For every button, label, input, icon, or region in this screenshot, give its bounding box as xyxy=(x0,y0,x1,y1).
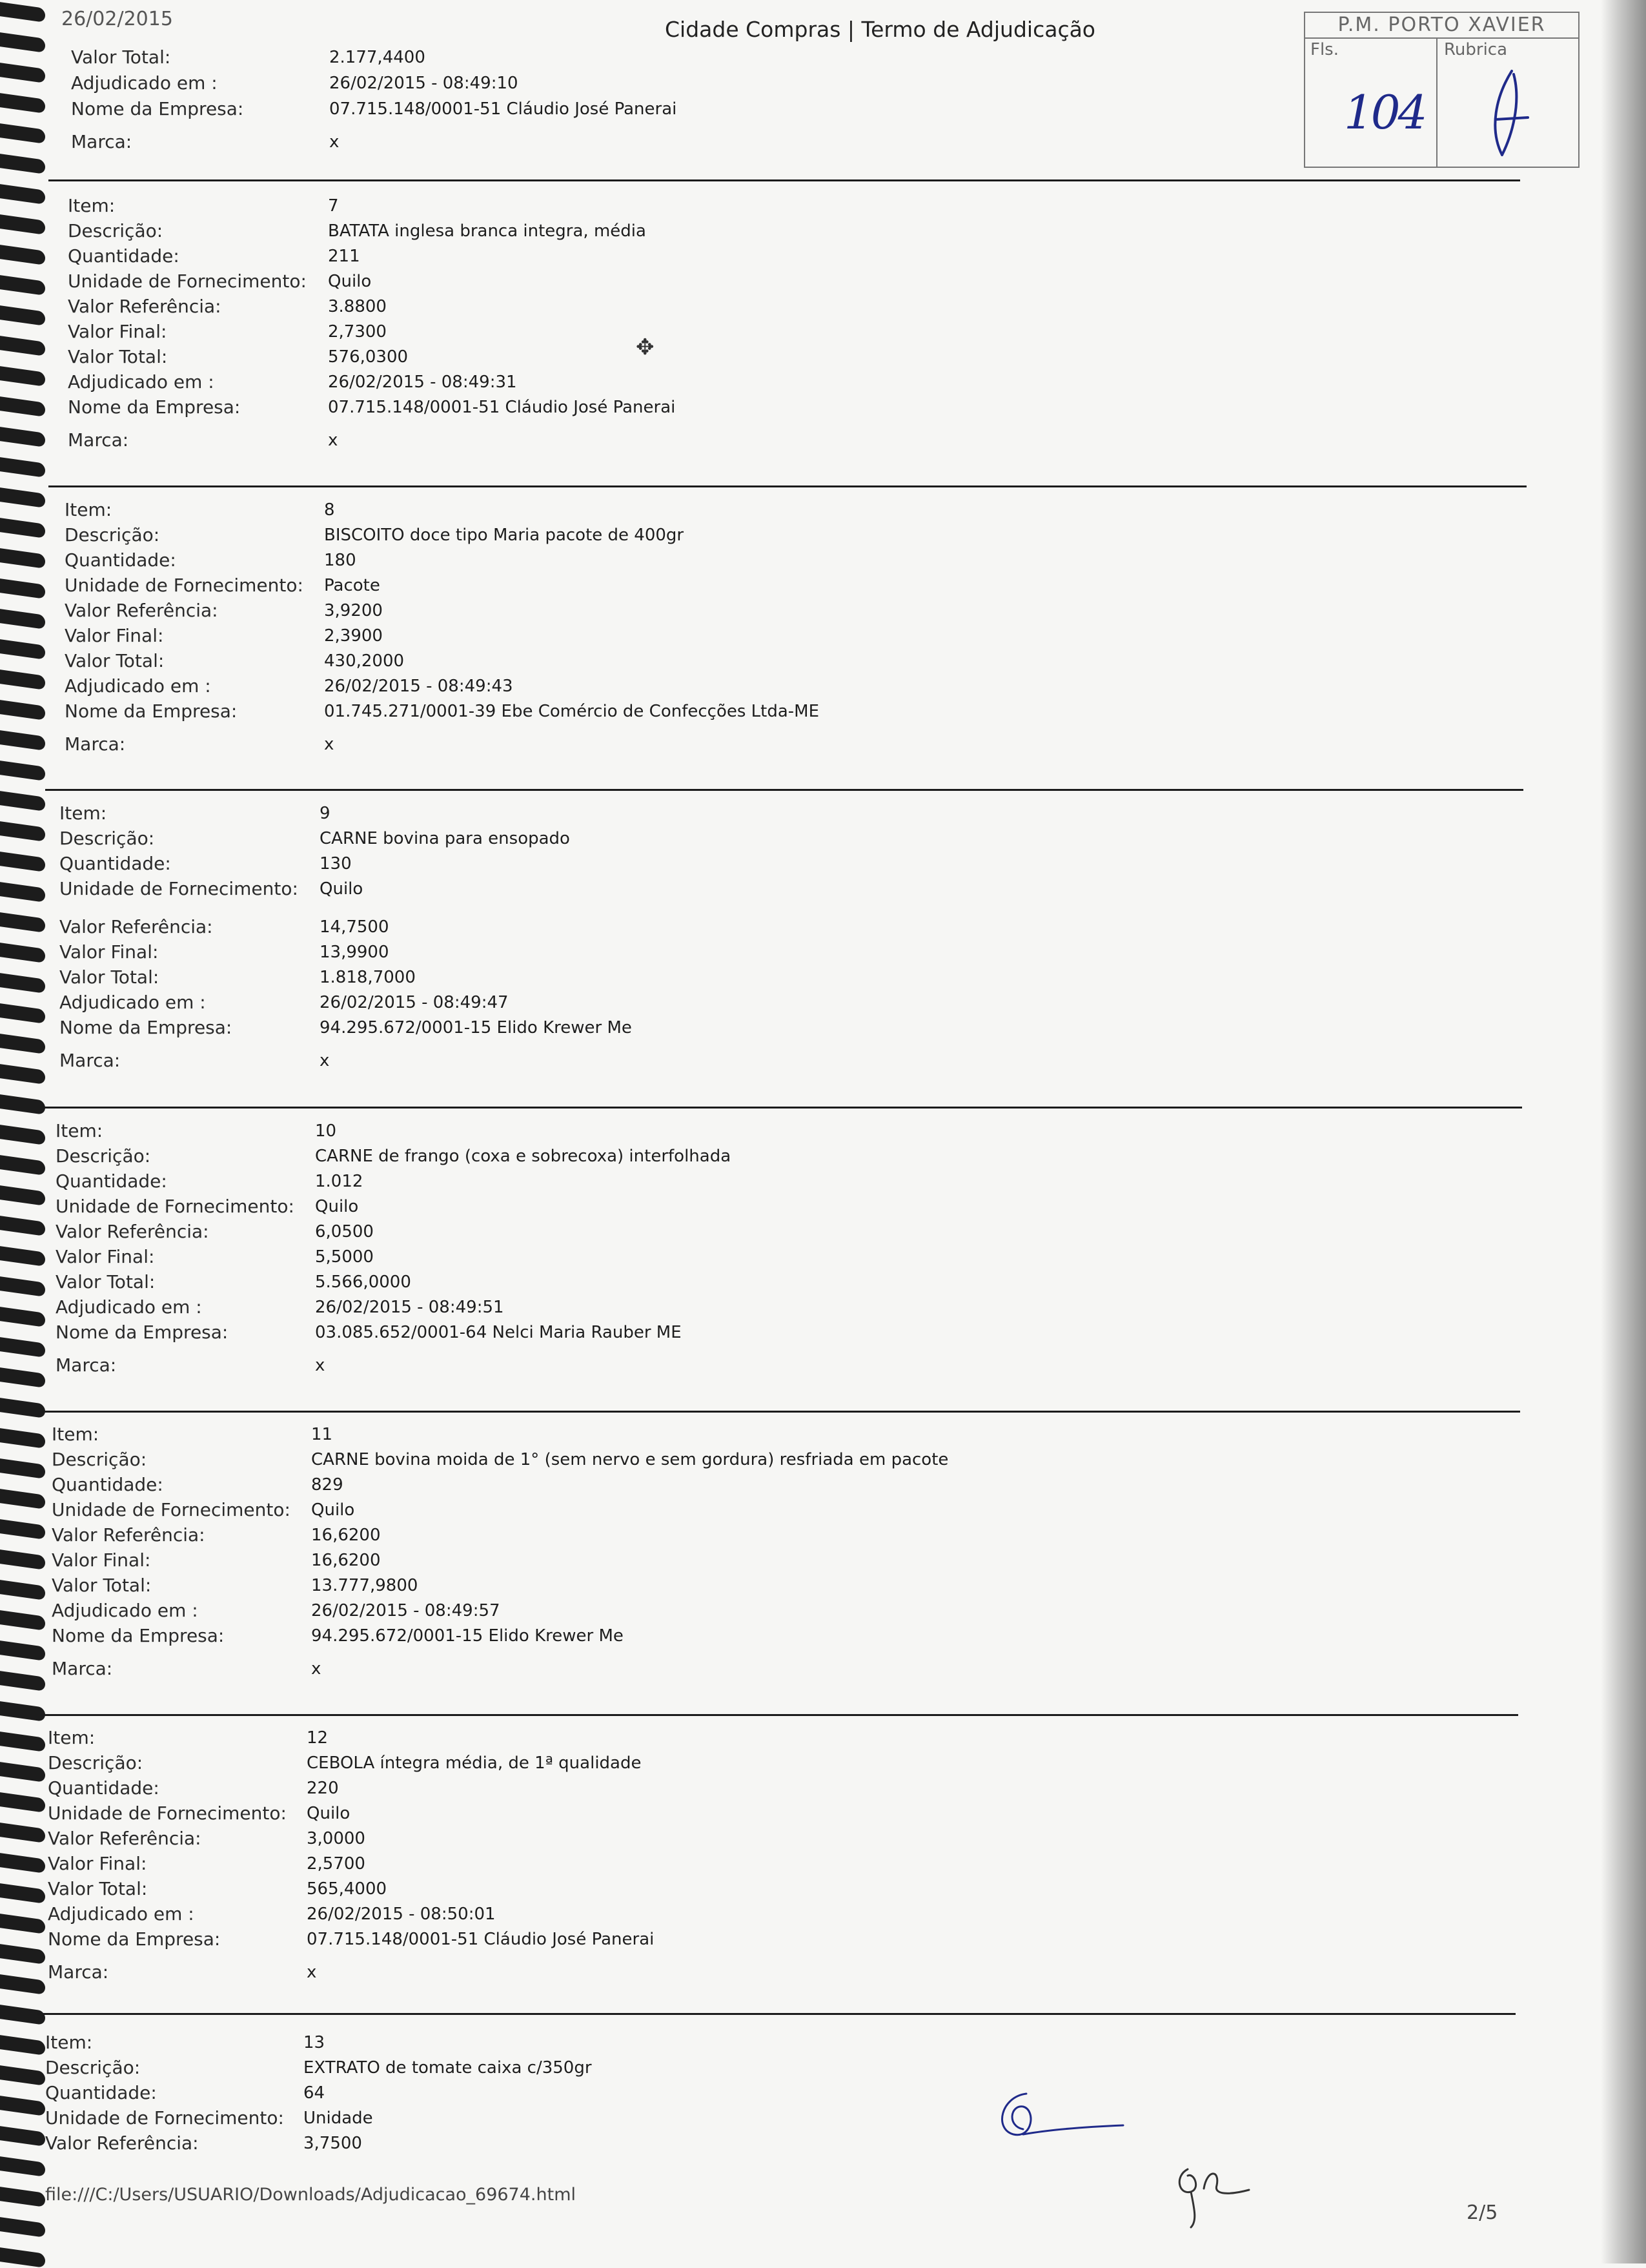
field-value-quantidade: 220 xyxy=(307,1779,339,1798)
field-value-valor-referencia: 3,9200 xyxy=(324,601,383,620)
field-value-valor-total: 5.566,0000 xyxy=(315,1272,411,1292)
field-label-adjudicado: Adjudicado em : xyxy=(52,1600,198,1621)
field-value-quantidade: 829 xyxy=(311,1475,343,1495)
binding-hole xyxy=(0,154,45,174)
field-value-quantidade: 130 xyxy=(320,854,352,873)
field-value-valor-total: 430,2000 xyxy=(324,651,405,671)
field-value-item: 7 xyxy=(328,196,339,216)
field-value-empresa: 94.295.672/0001-15 Elido Krewer Me xyxy=(311,1626,624,1646)
binding-hole xyxy=(0,1276,45,1297)
binding-hole xyxy=(0,973,45,994)
field-label-empresa: Nome da Empresa: xyxy=(56,1322,229,1343)
field-label-unidade: Unidade de Fornecimento: xyxy=(68,271,307,292)
binding-hole xyxy=(0,2217,45,2238)
field-value-quantidade: 1.012 xyxy=(315,1172,363,1191)
field-value-adjudicado: 26/02/2015 - 08:49:10 xyxy=(329,74,518,93)
binding-hole xyxy=(0,457,45,478)
binding-hole xyxy=(0,791,45,812)
binding-hole xyxy=(0,730,45,751)
field-value-quantidade: 180 xyxy=(324,551,356,570)
field-value-quantidade: 64 xyxy=(303,2083,325,2103)
binding-hole xyxy=(0,882,45,903)
field-label-quantidade: Quantidade: xyxy=(56,1170,167,1192)
stamp-rubrica-cell xyxy=(1438,39,1578,167)
binding-hole xyxy=(0,1823,45,1843)
field-value-valor-referencia: 6,0500 xyxy=(315,1222,374,1241)
binding-hole xyxy=(0,1974,45,1995)
field-label-empresa: Nome da Empresa: xyxy=(52,1625,225,1646)
binding-hole xyxy=(0,1003,45,1024)
field-label-item: Item: xyxy=(48,1727,96,1748)
field-label-valor-final: Valor Final: xyxy=(56,1246,155,1267)
binding-hole xyxy=(0,2096,45,2116)
field-label-valor-total: Valor Total: xyxy=(65,650,165,671)
field-label-marca: Marca: xyxy=(48,1961,109,1983)
rubrica-signature xyxy=(1450,58,1567,168)
field-label-empresa: Nome da Empresa: xyxy=(68,396,241,418)
binding-hole xyxy=(0,93,45,114)
binding-hole xyxy=(0,1458,45,1479)
binding-hole xyxy=(0,2126,45,2147)
field-label-valor-referencia: Valor Referência: xyxy=(56,1221,209,1242)
field-value-valor-referencia: 16,6200 xyxy=(311,1526,381,1545)
field-value-unidade: Quilo xyxy=(311,1500,355,1520)
page-title: Cidade Compras | Termo de Adjudicação xyxy=(665,17,1095,42)
field-label-valor-final: Valor Final: xyxy=(59,941,159,963)
binding-hole xyxy=(0,1185,45,1206)
field-value-valor-total: 576,0300 xyxy=(328,347,409,367)
field-value-item: 10 xyxy=(315,1121,337,1141)
binding-hole xyxy=(0,214,45,235)
binding-hole xyxy=(0,700,45,720)
field-value-unidade: Quilo xyxy=(320,879,363,899)
field-label-unidade: Unidade de Fornecimento: xyxy=(56,1196,294,1217)
field-label-valor-total: Valor Total: xyxy=(71,46,171,68)
binding-hole xyxy=(0,1519,45,1540)
field-label-unidade: Unidade de Fornecimento: xyxy=(48,1803,287,1824)
footer-file-path: file:///C:/Users/USUARIO/Downloads/Adjudicacao_69674.html xyxy=(45,2185,576,2205)
binding-hole xyxy=(0,396,45,417)
field-label-marca: Marca: xyxy=(65,733,126,755)
binding-hole xyxy=(0,1094,45,1115)
binding-hole xyxy=(0,1337,45,1358)
field-value-descricao: CARNE bovina moida de 1° (sem nervo e sem gordura) resfriada em pacote xyxy=(311,1450,949,1469)
binding-hole xyxy=(0,1671,45,1691)
field-value-item: 13 xyxy=(303,2033,325,2052)
handwritten-mark xyxy=(988,2084,1130,2149)
field-label-descricao: Descrição: xyxy=(48,1752,143,1773)
binding-hole xyxy=(0,912,45,933)
field-value-marca: x xyxy=(328,431,338,450)
field-value-empresa: 07.715.148/0001-51 Cláudio José Panerai xyxy=(329,99,677,119)
field-label-descricao: Descrição: xyxy=(59,828,155,849)
field-value-descricao: CEBOLA íntegra média, de 1ª qualidade xyxy=(307,1753,642,1773)
binding-hole xyxy=(0,1216,45,1236)
record-separator xyxy=(42,1411,1520,1413)
field-label-descricao: Descrição: xyxy=(45,2057,141,2078)
field-label-item: Item: xyxy=(56,1120,103,1141)
page-edge-shadow xyxy=(1601,0,1646,2263)
binding-hole xyxy=(0,1428,45,1449)
binding-hole xyxy=(0,1640,45,1661)
spiral-binding xyxy=(0,0,52,2263)
field-value-empresa: 01.745.271/0001-39 Ebe Comércio de Confecções Ltda-ME xyxy=(324,702,820,721)
field-label-valor-total: Valor Total: xyxy=(48,1878,148,1899)
field-value-empresa: 07.715.148/0001-51 Cláudio José Panerai xyxy=(307,1930,655,1949)
field-label-valor-final: Valor Final: xyxy=(65,625,164,646)
field-value-descricao: EXTRATO de tomate caixa c/350gr xyxy=(303,2058,592,2078)
field-label-empresa: Nome da Empresa: xyxy=(59,1017,232,1038)
field-label-unidade: Unidade de Fornecimento: xyxy=(45,2107,284,2129)
binding-hole xyxy=(0,275,45,296)
binding-hole xyxy=(0,1549,45,1570)
field-label-valor-final: Valor Final: xyxy=(68,321,167,342)
binding-hole xyxy=(0,548,45,569)
binding-hole xyxy=(0,1125,45,1145)
binding-hole xyxy=(0,669,45,690)
binding-hole xyxy=(0,1701,45,1722)
binding-hole xyxy=(0,1762,45,1783)
field-label-empresa: Nome da Empresa: xyxy=(71,98,244,119)
record-separator xyxy=(44,1107,1522,1108)
field-label-empresa: Nome da Empresa: xyxy=(65,700,238,722)
field-label-adjudicado: Adjudicado em : xyxy=(48,1903,194,1925)
field-label-item: Item: xyxy=(59,802,107,824)
field-value-unidade: Quilo xyxy=(307,1804,351,1823)
field-label-marca: Marca: xyxy=(56,1354,117,1376)
binding-hole xyxy=(0,184,45,205)
mouse-cursor-icon: ✥ xyxy=(636,334,655,360)
binding-hole xyxy=(0,518,45,538)
field-value-valor-final: 2,7300 xyxy=(328,322,387,342)
field-value-valor-referencia: 3.8800 xyxy=(328,297,387,316)
field-value-adjudicado: 26/02/2015 - 08:50:01 xyxy=(307,1905,496,1924)
field-label-valor-total: Valor Total: xyxy=(59,966,159,988)
binding-hole xyxy=(0,1853,45,1874)
binding-hole xyxy=(0,487,45,508)
field-label-quantidade: Quantidade: xyxy=(59,853,171,874)
field-label-valor-total: Valor Total: xyxy=(68,346,168,367)
field-label-valor-referencia: Valor Referência: xyxy=(48,1828,201,1849)
stamp-fls-label: Fls. xyxy=(1310,40,1339,59)
field-value-descricao: CARNE de frango (coxa e sobrecoxa) interfolhada xyxy=(315,1147,731,1166)
field-label-valor-final: Valor Final: xyxy=(52,1549,151,1571)
field-label-unidade: Unidade de Fornecimento: xyxy=(59,878,298,899)
binding-hole xyxy=(0,821,45,842)
binding-hole xyxy=(0,1883,45,1904)
binding-hole xyxy=(0,32,45,53)
binding-hole xyxy=(0,366,45,387)
field-label-quantidade: Quantidade: xyxy=(52,1474,163,1495)
print-date: 26/02/2015 xyxy=(61,8,173,30)
stamp-fls-cell xyxy=(1305,39,1438,167)
binding-hole xyxy=(0,1489,45,1509)
field-value-adjudicado: 26/02/2015 - 08:49:31 xyxy=(328,373,517,392)
field-value-adjudicado: 26/02/2015 - 08:49:47 xyxy=(320,993,509,1012)
field-value-marca: x xyxy=(315,1356,325,1375)
handwritten-signature xyxy=(1168,2156,1259,2234)
field-value-marca: x xyxy=(311,1659,321,1679)
field-value-unidade: Quilo xyxy=(328,272,372,291)
field-label-adjudicado: Adjudicado em : xyxy=(68,371,214,393)
binding-hole xyxy=(0,1307,45,1327)
binding-hole xyxy=(0,336,45,356)
field-value-unidade: Unidade xyxy=(303,2109,373,2128)
binding-hole xyxy=(0,1398,45,1418)
field-label-valor-referencia: Valor Referência: xyxy=(68,296,221,317)
field-label-valor-referencia: Valor Referência: xyxy=(65,600,218,621)
field-label-item: Item: xyxy=(68,195,116,216)
binding-hole xyxy=(0,943,45,963)
field-value-valor-final: 13,9900 xyxy=(320,943,389,962)
field-value-marca: x xyxy=(324,735,334,754)
field-value-item: 9 xyxy=(320,804,330,823)
field-value-valor-final: 2,3900 xyxy=(324,626,383,646)
record-separator xyxy=(48,179,1520,181)
field-value-quantidade: 211 xyxy=(328,247,360,266)
record-separator xyxy=(40,1714,1518,1716)
binding-hole xyxy=(0,2065,45,2086)
binding-hole xyxy=(0,63,45,83)
field-value-valor-total: 565,4000 xyxy=(307,1879,387,1899)
field-label-empresa: Nome da Empresa: xyxy=(48,1928,221,1950)
field-value-valor-final: 5,5000 xyxy=(315,1247,374,1267)
binding-hole xyxy=(0,2005,45,2025)
field-value-marca: x xyxy=(329,132,340,152)
field-label-adjudicado: Adjudicado em : xyxy=(59,992,206,1013)
field-value-unidade: Quilo xyxy=(315,1197,359,1216)
field-value-marca: x xyxy=(307,1963,317,1982)
field-label-valor-total: Valor Total: xyxy=(56,1271,156,1292)
binding-hole xyxy=(0,1580,45,1600)
field-value-adjudicado: 26/02/2015 - 08:49:43 xyxy=(324,677,513,696)
field-value-descricao: BATATA inglesa branca integra, média xyxy=(328,221,646,241)
binding-hole xyxy=(0,1064,45,1085)
field-label-item: Item: xyxy=(45,2032,93,2053)
field-label-marca: Marca: xyxy=(71,131,132,152)
record-separator xyxy=(48,485,1527,487)
field-label-descricao: Descrição: xyxy=(56,1145,151,1167)
binding-hole xyxy=(0,1944,45,1965)
field-value-adjudicado: 26/02/2015 - 08:49:57 xyxy=(311,1601,500,1620)
binding-hole xyxy=(0,578,45,599)
field-value-descricao: CARNE bovina para ensopado xyxy=(320,829,570,848)
binding-hole xyxy=(0,1246,45,1267)
stamp-heading: P.M. PORTO XAVIER xyxy=(1305,13,1578,39)
field-value-valor-total: 13.777,9800 xyxy=(311,1576,418,1595)
field-value-adjudicado: 26/02/2015 - 08:49:51 xyxy=(315,1298,504,1317)
binding-hole xyxy=(0,305,45,326)
binding-hole xyxy=(0,761,45,781)
field-label-quantidade: Quantidade: xyxy=(48,1777,159,1799)
field-value-valor-referencia: 3,7500 xyxy=(303,2134,362,2153)
protocol-stamp xyxy=(1304,12,1580,168)
field-label-marca: Marca: xyxy=(68,429,129,451)
field-label-quantidade: Quantidade: xyxy=(45,2082,157,2103)
field-value-marca: x xyxy=(320,1051,330,1070)
field-label-descricao: Descrição: xyxy=(68,220,163,241)
binding-hole xyxy=(0,1732,45,1752)
field-label-descricao: Descrição: xyxy=(52,1449,147,1470)
field-value-valor-referencia: 14,7500 xyxy=(320,917,389,937)
field-label-valor-referencia: Valor Referência: xyxy=(45,2132,199,2154)
field-value-item: 11 xyxy=(311,1425,333,1444)
binding-hole xyxy=(0,852,45,872)
binding-hole xyxy=(0,1367,45,1388)
field-label-valor-total: Valor Total: xyxy=(52,1575,152,1596)
field-label-item: Item: xyxy=(52,1424,99,1445)
field-label-item: Item: xyxy=(65,499,112,520)
binding-hole xyxy=(0,2035,45,2056)
binding-hole xyxy=(0,609,45,629)
binding-hole xyxy=(0,639,45,660)
field-label-unidade: Unidade de Fornecimento: xyxy=(65,575,303,596)
record-separator xyxy=(37,2013,1516,2015)
binding-hole xyxy=(0,1792,45,1813)
binding-hole xyxy=(0,1914,45,1934)
binding-hole xyxy=(0,2,45,23)
field-value-empresa: 07.715.148/0001-51 Cláudio José Panerai xyxy=(328,398,676,417)
field-value-unidade: Pacote xyxy=(324,576,380,595)
binding-hole xyxy=(0,123,45,144)
field-value-valor-final: 2,5700 xyxy=(307,1854,365,1874)
field-value-valor-final: 16,6200 xyxy=(311,1551,381,1570)
field-label-descricao: Descrição: xyxy=(65,524,160,546)
binding-hole xyxy=(0,427,45,447)
field-value-valor-referencia: 3,0000 xyxy=(307,1829,365,1848)
field-label-quantidade: Quantidade: xyxy=(68,245,179,267)
binding-hole xyxy=(0,1155,45,1176)
binding-hole xyxy=(0,2187,45,2207)
field-label-unidade: Unidade de Fornecimento: xyxy=(52,1499,290,1520)
field-label-marca: Marca: xyxy=(59,1050,121,1071)
field-label-valor-referencia: Valor Referência: xyxy=(52,1524,205,1546)
field-label-adjudicado: Adjudicado em : xyxy=(56,1296,202,1318)
field-label-adjudicado: Adjudicado em : xyxy=(65,675,211,697)
field-value-item: 12 xyxy=(307,1728,329,1748)
record-separator xyxy=(45,789,1523,791)
binding-hole xyxy=(0,1034,45,1054)
binding-hole xyxy=(0,1610,45,1631)
field-value-valor-total: 2.177,4400 xyxy=(329,48,425,67)
stamp-rubrica-label: Rubrica xyxy=(1444,40,1508,59)
field-value-empresa: 94.295.672/0001-15 Elido Krewer Me xyxy=(320,1018,632,1037)
page-number: 2/5 xyxy=(1467,2202,1498,2224)
field-value-item: 8 xyxy=(324,500,335,520)
field-value-valor-total: 1.818,7000 xyxy=(320,968,416,987)
binding-hole xyxy=(0,2156,45,2177)
field-label-valor-referencia: Valor Referência: xyxy=(59,916,213,937)
stamp-page-number: 104 xyxy=(1344,85,1425,139)
field-label-marca: Marca: xyxy=(52,1658,113,1679)
binding-hole xyxy=(0,245,45,265)
binding-hole xyxy=(0,2247,45,2268)
field-label-adjudicado: Adjudicado em : xyxy=(71,72,218,94)
field-value-empresa: 03.085.652/0001-64 Nelci Maria Rauber ME xyxy=(315,1323,682,1342)
field-label-quantidade: Quantidade: xyxy=(65,549,176,571)
field-label-valor-final: Valor Final: xyxy=(48,1853,147,1874)
field-value-descricao: BISCOITO doce tipo Maria pacote de 400gr xyxy=(324,526,684,545)
